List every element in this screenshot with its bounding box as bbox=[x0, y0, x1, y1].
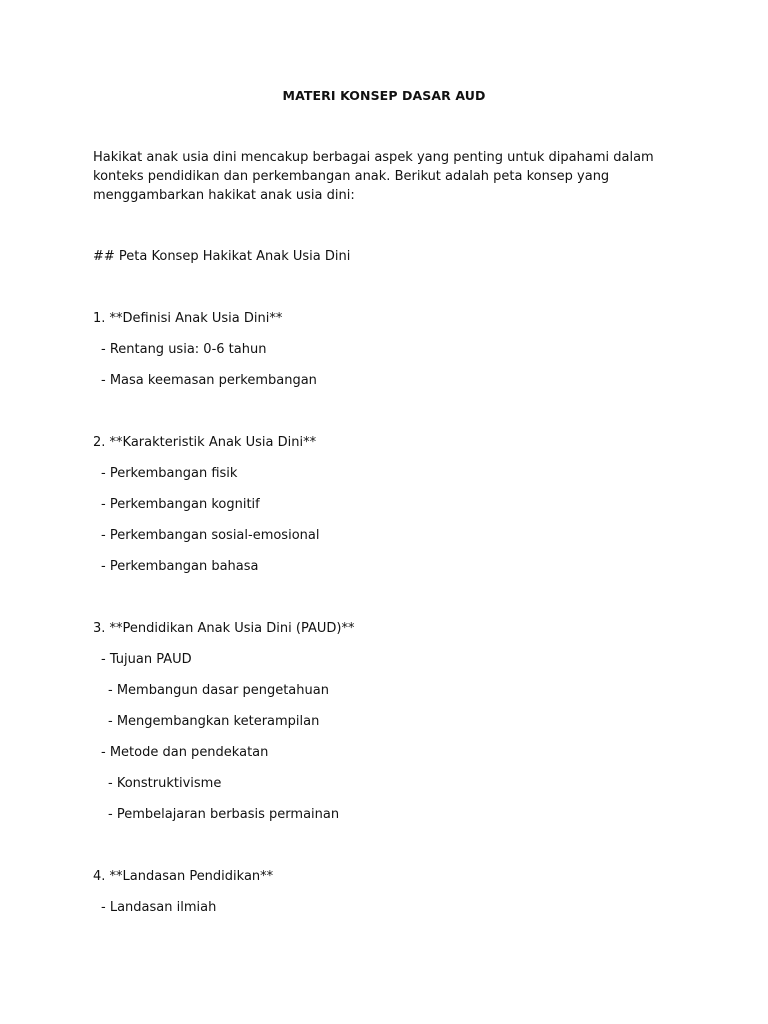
list-item: - Perkembangan bahasa bbox=[101, 559, 259, 574]
list-item: - Tujuan PAUD bbox=[101, 652, 192, 667]
list-subitem: - Membangun dasar pengetahuan bbox=[108, 683, 329, 698]
section-3-title: 3. **Pendidikan Anak Usia Dini (PAUD)** bbox=[93, 621, 355, 636]
section-4-title: 4. **Landasan Pendidikan** bbox=[93, 869, 274, 884]
section-1-title: 1. **Definisi Anak Usia Dini** bbox=[93, 311, 283, 326]
list-subitem: - Konstruktivisme bbox=[108, 776, 222, 791]
concept-map-heading: ## Peta Konsep Hakikat Anak Usia Dini bbox=[93, 249, 351, 264]
list-subitem: - Pembelajaran berbasis permainan bbox=[108, 807, 340, 822]
section-2-title: 2. **Karakteristik Anak Usia Dini** bbox=[93, 435, 317, 450]
list-subitem: - Mengembangkan keterampilan bbox=[108, 714, 320, 729]
list-item: - Masa keemasan perkembangan bbox=[101, 373, 317, 388]
list-item: - Landasan ilmiah bbox=[101, 900, 217, 915]
intro-paragraph: Hakikat anak usia dini mencakup berbagai aspek yang penting untuk dipahami dalam konteks pendidikan dan perkembangan anak. Berikut adalah peta konsep yang menggambarkan hakikat anak usia dini: bbox=[93, 150, 654, 203]
list-item: - Metode dan pendekatan bbox=[101, 745, 269, 760]
list-item: - Rentang usia: 0-6 tahun bbox=[101, 342, 267, 357]
document-title: MATERI KONSEP DASAR AUD bbox=[282, 88, 486, 103]
list-item: - Perkembangan kognitif bbox=[101, 497, 260, 512]
list-item: - Perkembangan fisik bbox=[101, 466, 238, 481]
list-item: - Perkembangan sosial-emosional bbox=[101, 528, 320, 543]
